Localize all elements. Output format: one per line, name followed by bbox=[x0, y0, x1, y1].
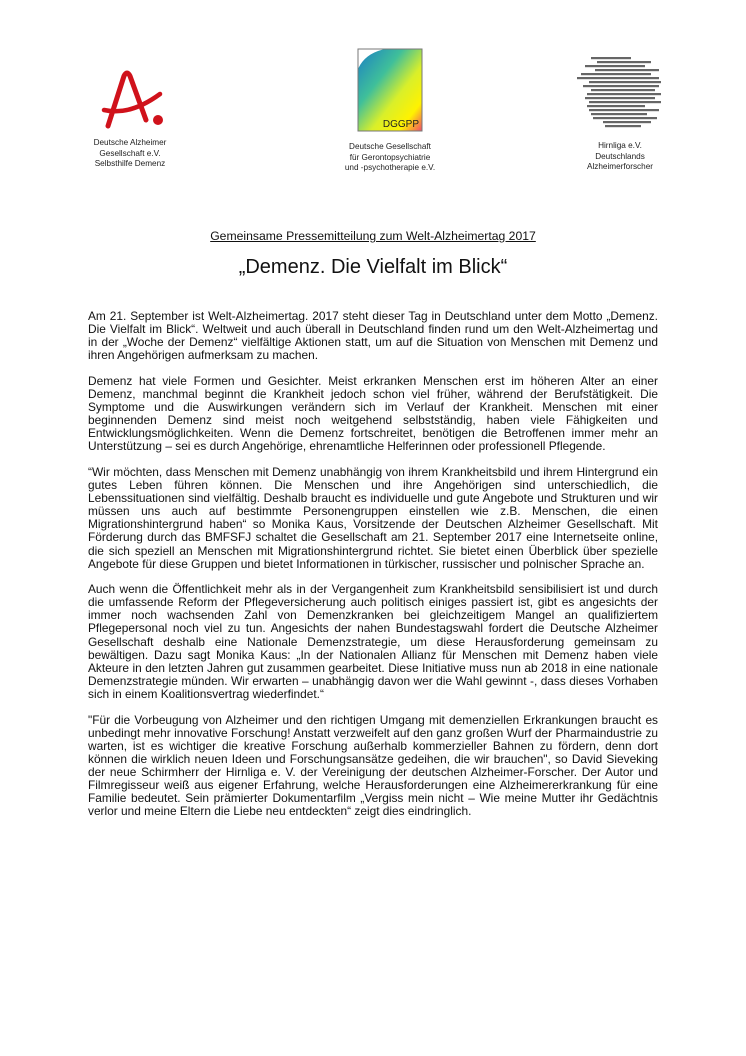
logo-caption-line: und -psychotherapie e.V. bbox=[344, 163, 436, 172]
logo-caption-line: Alzheimerforscher bbox=[587, 162, 653, 171]
paragraph: Auch wenn die Öffentlichkeit mehr als in der Vergangenheit zum Krankheitsbild sensibilisiert ist und durch die umfassende Reform der Pflegeversicherung auch politisch einiges passiert ist, gibt es angesichts der immer noch wachsenden Zahl von Demenzkranken bei gleichzeitigem Mangel an qualifiziertem Pflegepersonal noch viel zu tun. Angesichts der nahen Bundestagswahl fordert die Deutsche Alzheimer Gesellschaft deshalb eine Nationale Demenzstrategie, um diese Herausforderung gemeinsam zu bewältigen. Dazu sagt Monika Kaus: „In der Nationalen Allianz für Menschen mit Demenz haben viele Akteure in den letzten Jahren gut zusammen gearbeitet. Diese Initiative muss nun ab 2018 in eine nationale Demenzstrategie münden. Wir erwarten – unabhängig davon wer die Wahl gewinnt -, dass dieses Vorhaben sich in einem Koalitionsvertrag wiederfindet.“ bbox=[88, 582, 658, 701]
paragraph: Am 21. September ist Welt-Alzheimertag. 2017 steht dieser Tag in Deutschland unter dem Motto „Demenz. Die Vielfalt im Blick“. Weltweit und auch überall in Deutschland finden rund um den Welt-Alzheimertag und in der „Woche der Demenz“ vielfältige Aktionen statt, um auf die Situation von Menschen mit Demenz und ihren Angehörigen aufmerksam zu machen. bbox=[88, 309, 658, 363]
paragraph: "Für die Vorbeugung von Alzheimer und den richtigen Umgang mit demenziellen Erkrankungen braucht es unbedingt mehr innovative Forschung! Anstatt verzweifelt auf den ganz großen Wurf der Pharmaindustrie zu warten, ist es wichtiger die kreative Forschung außerhalb kommerzieller Bahnen zu fördern, denn dort können die wirklich neuen Ideen und Forschungsansätze gedeihen, die wir brauchen", so David Sieveking der neue Schirmherr der Hirnliga e. V. der Vereinigung der deutschen Alzheimer-Forscher. Der Autor und Filmregisseur weiß aus eigener Erfahrung, welche Herausforderungen eine Alzheimererkrankung für eine Familie bedeutet. Sein prämierter Dokumentarfilm „Vergiss mein nicht – Wie meine Mutter ihr Gedächtnis verlor und meine Eltern die Liebe neu entdeckten“ zeigt dies eindringlich. bbox=[88, 712, 658, 819]
logo-caption-line: Deutsche Gesellschaft bbox=[349, 142, 431, 151]
page-title: „Demenz. Die Vielfalt im Blick“ bbox=[238, 256, 508, 278]
logo-caption-line: Deutsche Alzheimer bbox=[93, 138, 167, 147]
dggpp-logo-icon bbox=[357, 48, 423, 132]
logo-caption-line: Selbsthilfe Demenz bbox=[94, 159, 166, 168]
paragraph: Demenz hat viele Formen und Gesichter. Meist erkranken Menschen erst im höheren Alter an einer Demenz, manchmal beginnt die Krankheit jedoch schon viel früher, während der Berufstätigkeit. Die Symptome und die Auswirkungen verändern sich im Verlauf der Krankheit. Menschen mit einer beginnenden Demenz sind meist noch weitgehend selbstständig, haben viele Fähigkeiten und Entwicklungsmöglichkeiten. Wenn die Demenz fortschreitet, benötigen die Betroffenen immer mehr an Unterstützung – sei es durch Angehörige, ehrenamtliche Helferinnen oder professionell Pflegende. bbox=[88, 373, 658, 454]
logo-dggpp bbox=[320, 48, 460, 174]
logo-caption-line: Hirnliga e.V. bbox=[598, 141, 642, 150]
deutsche-alzheimer-gesellschaft-logo-icon bbox=[90, 70, 170, 130]
logo-deutsche-alzheimer-gesellschaft bbox=[60, 60, 200, 170]
dggpp-badge: DGGPP bbox=[382, 119, 419, 130]
logo-caption-line: für Gerontopsychiatrie bbox=[349, 152, 431, 162]
press-release-body bbox=[88, 310, 658, 831]
logo-caption-line: Gesellschaft e.V. bbox=[99, 148, 161, 158]
paragraph: “Wir möchten, dass Menschen mit Demenz unabhängig von ihrem Krankheitsbild und ihrem Hintergrund ein gutes Leben führen können. Die Menschen und ihre Angehörigen sind unterschiedlich, die Lebenssituationen sind vielfältig. Deshalb braucht es individuelle und gute Angebote und Strukturen und wir müssen uns auch auf bestimmte Personengruppen einstellen wie z.B. Menschen, die einen Migrationshintergrund haben“ so Monika Kaus, Vorsitzende der Deutschen Alzheimer Gesellschaft. Mit Förderung durch das BMFSFJ schaltet die Gesellschaft am 21. September 2017 eine Internetseite online, die sich speziell an Menschen mit Migrationshintergrund richtet. Sie bietet einen Überblick über spezielle Angebote für diese Gruppen und bietet Informationen in türkischer, russischer und polnischer Sprache an. bbox=[88, 464, 658, 571]
press-release-subtitle: Gemeinsame Pressemitteilung zum Welt-Alzheimertag 2017 bbox=[210, 229, 536, 243]
logo-hirnliga bbox=[555, 55, 685, 173]
hirnliga-logo-icon bbox=[575, 55, 665, 131]
logo-caption-line: Deutschlands bbox=[595, 151, 645, 161]
